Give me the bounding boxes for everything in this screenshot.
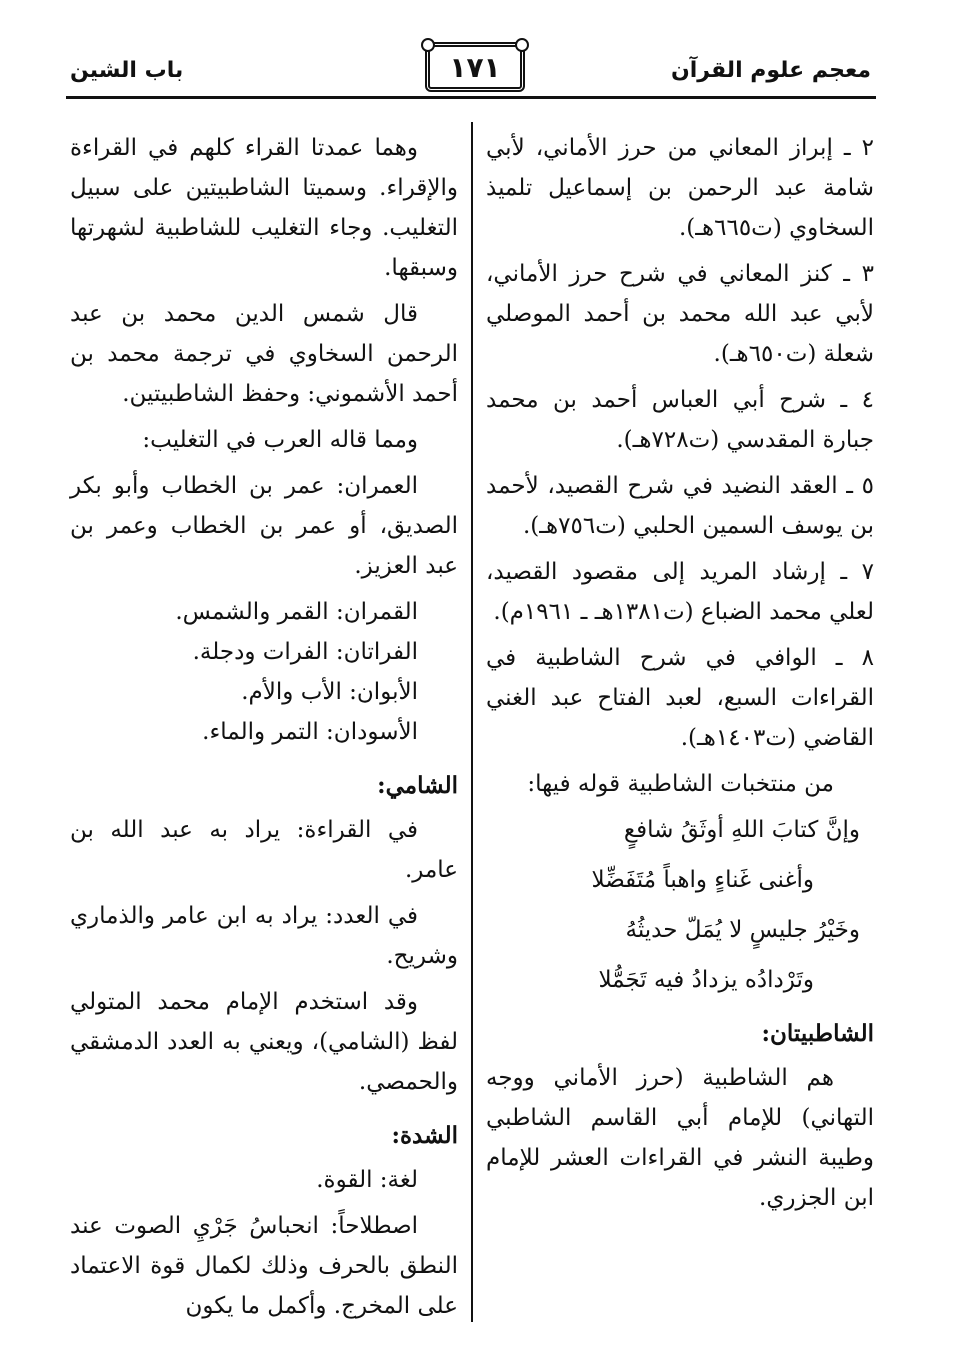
paragraph: في القراءة: يراد به عبد الله بن عامر. [70,817,458,883]
paragraph: هم الشاطبية (حرز الأماني ووجه التهاني) للإمام أبي القاسم الشاطبي وطيبة النشر في القراءات العشر للإمام ابن الجزري. [486,1065,874,1211]
page-number: ١٧١ [425,42,525,92]
paragraph: لغة: القوة. [316,1167,418,1193]
book-title: معجم علوم القرآن [670,58,871,83]
poem-line: وأغنى غَناءٍ واهباً مُتَفَضِّلا [591,867,814,893]
list-item: ٢ ـ إبراز المعاني من حرز الأماني، لأبي شامة عبد الرحمن بن إسماعيل تلميذ السخاوي (ت٦٦٥هـ). [486,135,874,241]
column-divider [471,122,473,1322]
list-item: ٤ ـ شرح أبي العباس أحمد بن محمد جبارة المقدسي (ت٧٢٨هـ). [486,387,874,453]
paragraph: وقد استخدم الإمام محمد المتولي لفظ (الشامي)، ويعني به العدد الدمشقي والحمصي. [70,989,458,1095]
right-column [486,128,874,1224]
section-heading: الشاطبيتان: [761,1020,874,1047]
list-item: ٥ ـ العقد النضيد في شرح القصيد، لأحمد بن يوسف السمين الحلبي (ت٧٥٦هـ). [486,473,874,539]
definition-row: الأسودان: التمر والماء. [202,719,418,745]
poem-line: وإنَّ كتابَ اللهِ أوثَقُ شافعٍ [623,817,860,843]
chapter-title: باب الشين [70,58,184,83]
definition-row: القمران: القمر والشمس. [175,599,418,625]
paragraph: ومما قاله العرب في التغليب: [142,427,418,453]
list-item: ٧ ـ إرشاد المريد إلى مقصود القصيد، لعلي محمد الضباع (ت١٣٨١هـ ـ ١٩٦١م). [486,559,874,625]
paragraph: في العدد: يراد به ابن عامر والذماري وشريح. [70,903,458,969]
list-item: ٣ ـ كنز المعاني في شرح حرز الأماني، لأبي عبد الله محمد بن أحمد الموصلي شعلة (ت٦٥٠هـ). [486,261,874,367]
poem-line: وخَيْرُ جليسٍ لا يُمَلّ حديثُهُ [625,917,860,943]
list-item: ٨ ـ الوافي في شرح الشاطبية في القراءات السبع، لعبد الفتاح عبد الغني القاضي (ت١٤٠٣هـ). [486,645,874,751]
header-rule [66,96,876,99]
paragraph: اصطلاحاً: انحباسُ جَرْيِ الصوت عند النطق بالحرف وذلك لكمال قوة الاعتماد على المخرج. وأكمل ما يكون [70,1213,458,1319]
paragraph: وهما عمدتا القراء كلهم في القراءة والإقراء. وسميتا الشاطبيتين على سبيل التغليب. وجاء التغليب للشاطبية لشهرتها وسبقها. [70,135,458,281]
poem-line: وتَرْدادُه يزدادُ فيه تَجَمُّلا [598,967,814,993]
left-column [70,128,458,1332]
definition-row: الأبوان: الأب والأم. [241,679,418,705]
poem-intro: من منتخبات الشاطبية قوله فيها: [527,771,834,797]
paragraph: قال شمس الدين محمد بن عبد الرحمن السخاوي في ترجمة محمد بن أحمد الأشموني: وحفظ الشاطبيتين. [70,301,458,407]
page-header [0,0,957,110]
paragraph: العمران: عمر بن الخطاب وأبو بكر الصديق، أو عمر بن الخطاب وعمر بن عبد العزيز. [70,473,458,579]
definition-row: الفراتان: الفرات ودجلة. [192,639,418,665]
section-heading: الشدة: [391,1122,458,1149]
section-heading: الشامي: [377,772,458,799]
